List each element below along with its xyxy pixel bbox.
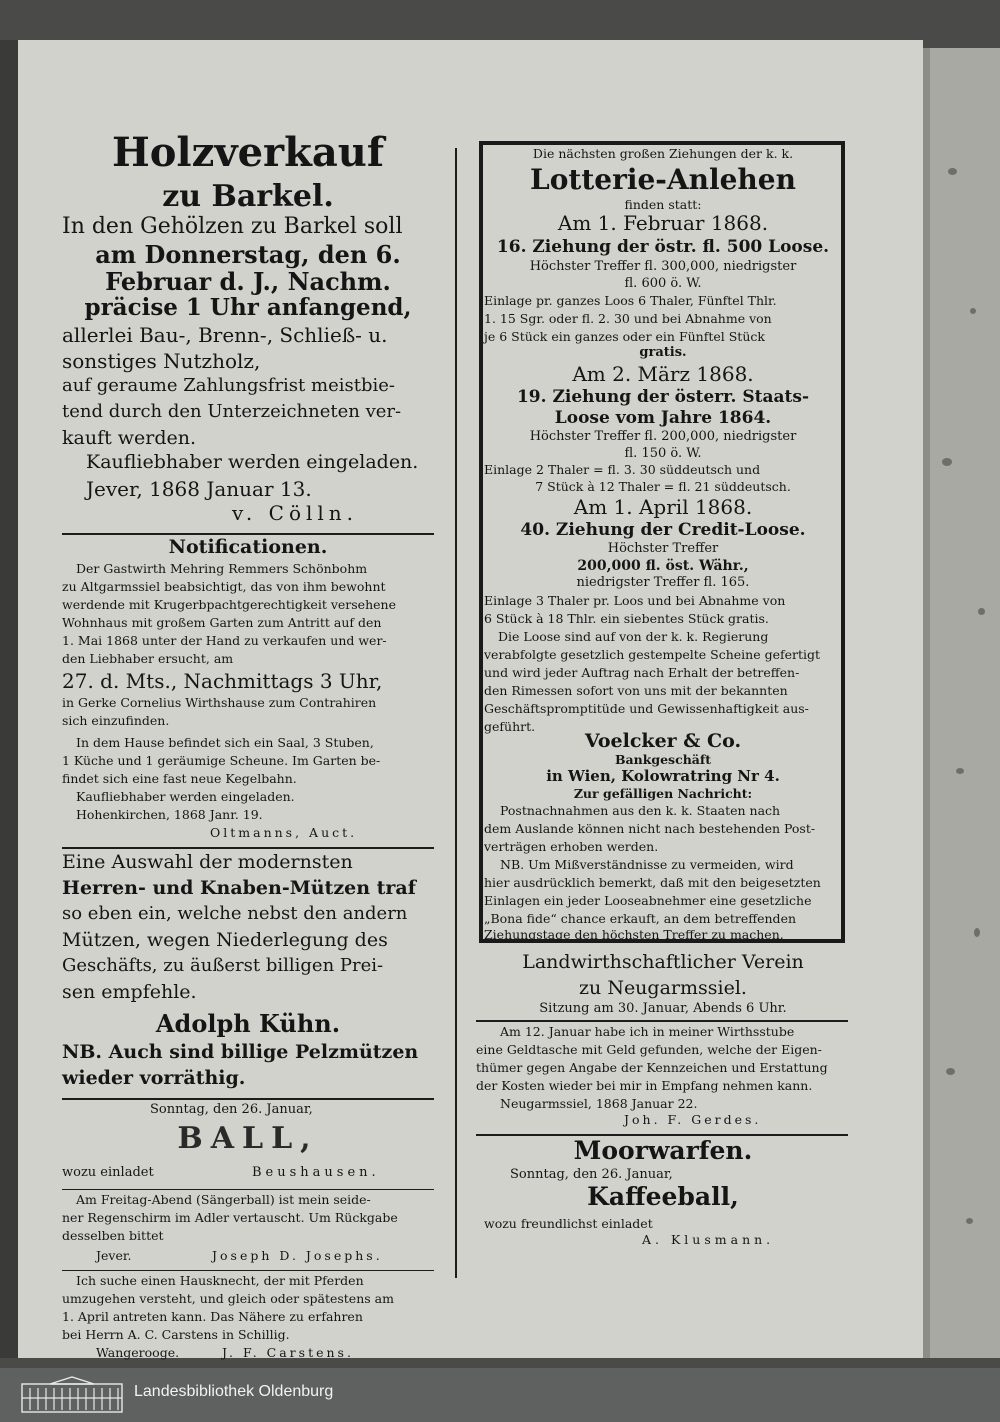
holz-line: In den Gehölzen zu Barkel soll (62, 214, 403, 239)
muetzen-line: Herren- und Knaben-Mützen traf (62, 877, 416, 899)
lotterie-line: Höchster Treffer fl. 200,000, niedrigster (529, 429, 797, 444)
schirm-line: ner Regenschirm im Adler vertauscht. Um Rückgabe (62, 1210, 398, 1225)
lotterie-note-title: Zur gefälligen Nachricht: (573, 786, 753, 801)
lotterie-ziehung: 16. Ziehung der östr. fl. 500 Loose. (496, 237, 830, 257)
lotterie-line: 6 Stück à 18 Thlr. ein siebentes Stück gratis. (484, 611, 769, 626)
lotterie-line: fl. 600 ö. W. (624, 276, 702, 291)
muetzen-line: so eben ein, welche nebst den andern (62, 903, 408, 924)
muetzen-line: Mützen, wegen Niederlegung des (62, 929, 388, 951)
separator (62, 1270, 434, 1271)
lotterie-line: niedrigster Treffer fl. 165. (576, 575, 750, 590)
lotterie-line: 7 Stück à 12 Thaler = fl. 21 süddeutsch. (535, 479, 791, 494)
moor-event: Kaffeeball, (587, 1182, 739, 1211)
lotterie-line: und wird jeder Auftrag nach Erhalt der betreffen- (484, 665, 800, 680)
lotterie-line: verabfolgte gesetzlich gestempelte Scheine gefertigt (484, 647, 821, 662)
notif-line: in Gerke Cornelius Wirthshause zum Contrahiren (62, 695, 377, 710)
library-footer (0, 1368, 1000, 1422)
lotterie-line: Höchster Treffer (607, 541, 719, 556)
holz-line: Kaufliebhaber werden eingeladen. (86, 451, 419, 473)
separator (62, 1098, 434, 1100)
lotterie-note: Ziehungstage den höchsten Treffer zu machen. (484, 927, 784, 942)
fund-line: Am 12. Januar habe ich in meiner Wirthsstube (500, 1024, 795, 1039)
lotterie-date: Am 2. März 1868. (572, 362, 754, 386)
knecht-line: umzugehen versteht, und gleich oder spätestens am (62, 1291, 394, 1306)
lotterie-note: NB. Um Mißverständnisse zu vermeiden, wird (500, 857, 794, 872)
notif-line: zu Altgarmssiel beabsichtigt, das von ihm bewohnt (62, 579, 386, 594)
knecht-name: J. F. Carstens. (222, 1345, 354, 1360)
notif-line: Der Gastwirth Mehring Remmers Schönbohm (76, 561, 368, 576)
ball-title: BALL, (177, 1121, 319, 1156)
notif-line: werdende mit Krugerbpachtgerechtigkeit versehene (62, 597, 396, 612)
muetzen-line: Eine Auswahl der modernsten (62, 851, 353, 873)
lotterie-firm-sub: Bankgeschäft (614, 752, 712, 767)
left-gutter (0, 40, 18, 1358)
notif-line: Hohenkirchen, 1868 Janr. 19. (76, 807, 263, 822)
ball-invite: wozu einladet (62, 1165, 154, 1180)
lotterie-note: verträgen erhoben werden. (484, 839, 659, 854)
muetzen-name: Adolph Kühn. (155, 1009, 341, 1038)
lotterie-note: „Bona fide“ chance erkauft, an dem betreffenden (484, 911, 797, 926)
knecht-line: 1. April antreten kann. Das Nähere zu erfahren (62, 1309, 363, 1324)
fund-line: Neugarmssiel, 1868 Januar 22. (500, 1096, 698, 1111)
holz-line: sonstiges Nutzholz, (62, 349, 261, 373)
lotterie-title: Lotterie-Anlehen (530, 163, 796, 196)
notif-line: sich einzufinden. (62, 713, 170, 728)
lotterie-note: Einlagen ein jeder Looseabnehmer eine gesetzliche (484, 893, 812, 908)
holz-line: allerlei Bau-, Brenn-, Schließ- u. (62, 323, 388, 347)
holz-signature: v. Cölln. (232, 501, 359, 525)
holz-subtitle: zu Barkel. (162, 179, 334, 214)
notif-line: In dem Hause befindet sich ein Saal, 3 Stuben, (76, 735, 374, 750)
lotterie-ziehung: Loose vom Jahre 1864. (554, 408, 772, 428)
lotterie-line: Einlage 2 Thaler = fl. 3. 30 süddeutsch und (484, 462, 761, 477)
knecht-line: bei Herrn A. C. Carstens in Schillig. (62, 1327, 290, 1342)
lotterie-note: dem Auslande können nicht nach bestehenden Post- (484, 821, 816, 836)
fund-line: thümer gegen Angabe der Kennzeichen und Erstattung (476, 1060, 828, 1075)
lotterie-line: den Rimessen sofort von uns mit der bekannten (484, 683, 788, 698)
lotterie-line: Geschäftspromptitüde und Gewissenhaftigkeit aus- (484, 701, 809, 716)
schirm-place: Jever. (96, 1248, 132, 1263)
knecht-place: Wangerooge. (96, 1345, 180, 1360)
holz-line: präcise 1 Uhr anfangend, (84, 294, 412, 321)
schirm-line: desselben bittet (62, 1228, 164, 1243)
lotterie-line: 1. 15 Sgr. oder fl. 2. 30 und bei Abnahme von (484, 311, 772, 326)
notif-signature: Oltmanns, Auct. (210, 825, 358, 840)
verein-line: Sitzung am 30. Januar, Abends 6 Uhr. (539, 1001, 787, 1016)
muetzen-line: Geschäfts, zu äußerst billigen Prei- (62, 955, 384, 976)
notif-line: 1 Küche und 1 geräumige Scheune. Im Garten be- (62, 753, 381, 768)
notif-line: Kaufliebhaber werden eingeladen. (76, 789, 295, 804)
notif-line: 1. Mai 1868 unter der Hand zu verkaufen und wer- (62, 633, 387, 648)
lotterie-sub: finden statt: (624, 197, 702, 212)
book-binding (918, 48, 1000, 1358)
lotterie-line: fl. 150 ö. W. (624, 446, 702, 461)
lotterie-ziehung: 40. Ziehung der Credit-Loose. (520, 520, 806, 540)
lotterie-line: Einlage 3 Thaler pr. Loos und bei Abnahme von (484, 593, 786, 608)
notif-line: den Liebhaber ersucht, am (62, 651, 234, 666)
lotterie-ziehung: 19. Ziehung der österr. Staats- (516, 387, 810, 407)
fund-line: der Kosten wieder bei mir in Empfang nehmen kann. (476, 1078, 813, 1093)
schirm-name: Joseph D. Josephs. (212, 1248, 383, 1263)
holz-line: Februar d. J., Nachm. (105, 267, 391, 296)
library-building-icon (20, 1376, 124, 1414)
knecht-line: Ich suche einen Hausknecht, der mit Pferden (76, 1273, 364, 1288)
fund-name: Joh. F. Gerdes. (624, 1112, 762, 1127)
lotterie-line: geführt. (484, 719, 536, 734)
lotterie-line: Einlage pr. ganzes Loos 6 Thaler, Fünftel Thlr. (484, 293, 777, 308)
muetzen-line: sen empfehle. (62, 981, 197, 1003)
holz-line: auf geraume Zahlungsfrist meistbie- (62, 375, 395, 396)
schirm-line: Am Freitag-Abend (Sängerball) ist mein seide- (76, 1192, 371, 1207)
notif-date-line: 27. d. Mts., Nachmittags 3 Uhr, (62, 669, 383, 693)
lotterie-line: Höchster Treffer fl. 300,000, niedrigster (529, 259, 797, 274)
lotterie-date: Am 1. Februar 1868. (557, 211, 769, 235)
lotterie-line: 200,000 fl. öst. Währ., (577, 558, 749, 574)
moor-date: Sonntag, den 26. Januar, (510, 1167, 673, 1182)
separator (62, 847, 434, 849)
lotterie-note: Postnachnahmen aus den k. k. Staaten nach (500, 803, 781, 818)
holz-title: Holzverkauf (111, 129, 385, 176)
lotterie-firm: Voelcker & Co. (584, 730, 742, 752)
notif-line: Wohnhaus mit großem Garten zum Antritt auf den (62, 615, 382, 630)
lotterie-firm-addr: in Wien, Kolowratring Nr 4. (546, 767, 780, 785)
moor-title: Moorwarfen. (573, 1136, 753, 1165)
ball-date: Sonntag, den 26. Januar, (150, 1102, 313, 1117)
moor-host: A. Klusmann. (642, 1232, 775, 1247)
holz-line: kauft werden. (62, 427, 197, 449)
lotterie-header: Die nächsten großen Ziehungen der k. k. (532, 146, 794, 161)
moor-invite: wozu freundlichst einladet (484, 1216, 653, 1231)
lotterie-date: Am 1. April 1868. (573, 495, 753, 519)
library-name: Landesbibliothek Oldenburg (134, 1383, 334, 1400)
separator (62, 1189, 434, 1190)
lotterie-line: gratis. (639, 345, 687, 360)
verein-title: zu Neugarmssiel. (579, 977, 747, 999)
holz-line: tend durch den Unterzeichneten ver- (62, 401, 402, 422)
muetzen-nb: wieder vorräthig. (62, 1067, 246, 1089)
notif-line: findet sich eine fast neue Kegelbahn. (62, 771, 297, 786)
fund-line: eine Geldtasche mit Geld gefunden, welche der Eigen- (476, 1042, 822, 1057)
muetzen-nb: NB. Auch sind billige Pelzmützen (62, 1041, 419, 1063)
ball-host: Beushausen. (252, 1165, 380, 1180)
verein-title: Landwirthschaftlicher Verein (522, 951, 804, 973)
lotterie-line: je 6 Stück ein ganzes oder ein Fünftel Stück (484, 329, 765, 344)
lotterie-note: hier ausdrücklich bemerkt, daß mit den beigesetzten (484, 875, 821, 890)
separator (476, 1020, 848, 1022)
holz-date: Jever, 1868 Januar 13. (86, 477, 312, 501)
notif-title: Notificationen. (168, 536, 328, 558)
lotterie-line: Die Loose sind auf von der k. k. Regierung (498, 629, 769, 644)
separator (62, 533, 434, 535)
holz-line: am Donnerstag, den 6. (95, 240, 401, 269)
